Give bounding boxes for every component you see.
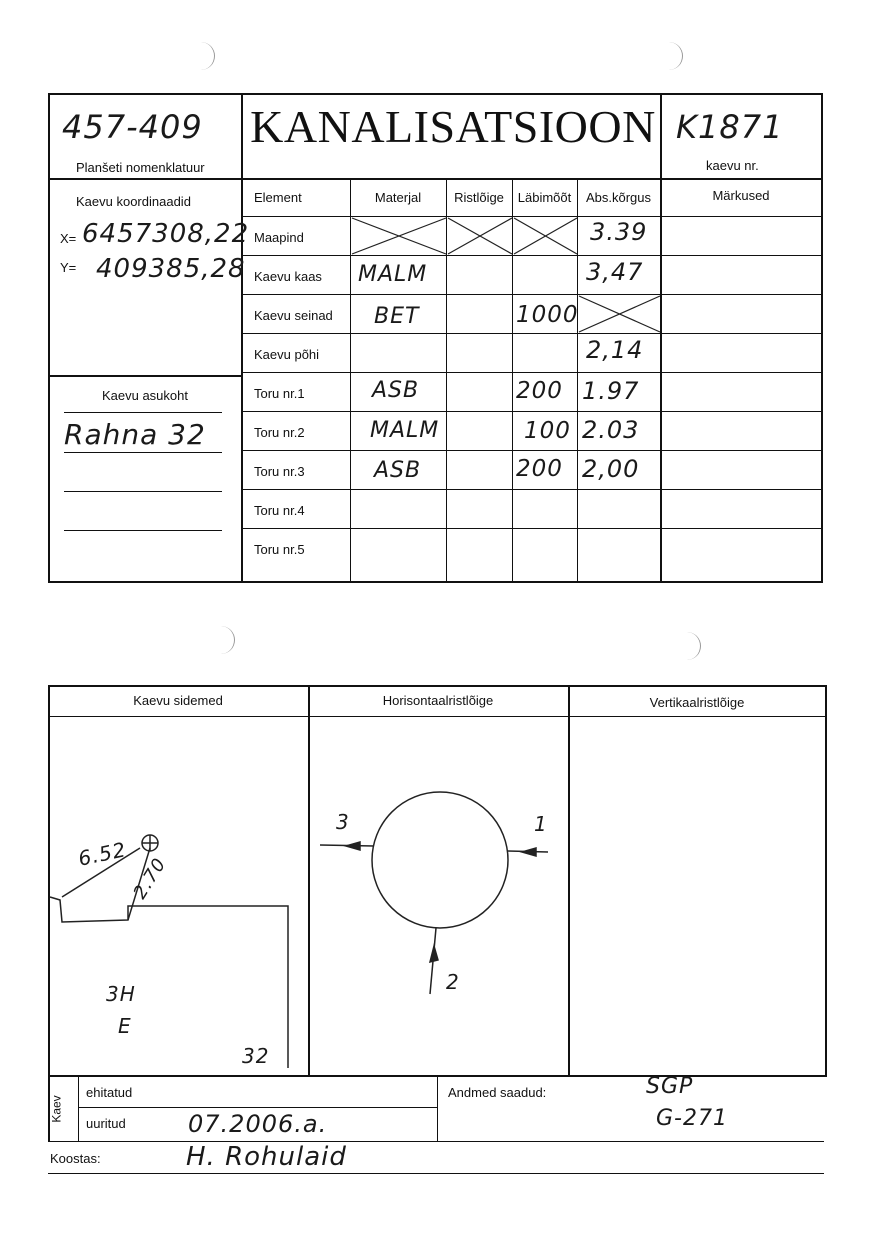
cell-labimoot-kaevu-seinad: 1000 xyxy=(516,302,579,328)
cell-labimoot-toru-2: 100 xyxy=(524,418,571,444)
cell-abs-toru-3: 2,00 xyxy=(582,455,640,483)
cell-abs-kaevu-kaas: 3,47 xyxy=(586,258,644,286)
koostas-value: H. Rohulaid xyxy=(186,1142,347,1172)
row-element-toru-5: Toru nr.5 xyxy=(254,542,305,557)
well-circle xyxy=(372,792,508,928)
cell-materjal-toru-3: ASB xyxy=(374,458,422,483)
row-element-kaevu-kaas: Kaevu kaas xyxy=(254,269,322,284)
location-value: Rahna 32 xyxy=(64,418,206,451)
row-element-toru-4: Toru nr.4 xyxy=(254,503,305,518)
col-header-materjal: Materjal xyxy=(374,190,422,205)
x-coord-label: X= xyxy=(60,231,77,246)
sketch-house-number: 32 xyxy=(242,1044,270,1068)
cell-labimoot-toru-1: 200 xyxy=(516,378,563,404)
pipe-3-label: 3 xyxy=(336,810,350,834)
nomenclature-value: 457-409 xyxy=(62,108,203,146)
uuritud-value: 07.2006.a. xyxy=(188,1110,328,1138)
sketch-distance-2: 2.70 xyxy=(129,854,171,903)
x-coord-value: 6457308,22 xyxy=(82,219,250,249)
andmed-value-1: SGP xyxy=(646,1074,694,1099)
andmed-value-2: G-271 xyxy=(656,1106,728,1131)
col-header-ristloige: Ristlõige xyxy=(454,190,504,205)
row-element-kaevu-pohi: Kaevu põhi xyxy=(254,347,320,362)
cell-abs-toru-1: 1.97 xyxy=(582,377,640,405)
row-element-kaevu-seinad: Kaevu seinad xyxy=(254,308,333,323)
kaev-label: Kaev xyxy=(49,1095,64,1123)
coords-label: Kaevu koordinaadid xyxy=(76,194,191,209)
well-number-value: K1871 xyxy=(676,108,784,146)
nomenclature-label: Planšeti nomenklatuur xyxy=(76,160,205,175)
location-label: Kaevu asukoht xyxy=(101,388,188,403)
row-element-maapind: Maapind xyxy=(254,230,304,245)
sidemed-header: Kaevu sidemed xyxy=(133,693,223,708)
cell-materjal-toru-2: MALM xyxy=(370,418,440,443)
page-title: KANALISATSIOON xyxy=(250,101,656,152)
koostas-label: Koostas: xyxy=(50,1151,101,1166)
cell-abs-maapind: 3.39 xyxy=(590,218,648,246)
row-element-toru-1: Toru nr.1 xyxy=(254,386,305,401)
cell-abs-toru-2: 2.03 xyxy=(582,416,640,444)
well-number-label: kaevu nr. xyxy=(706,158,759,173)
vertikaal-header: Vertikaalristlõige xyxy=(649,695,745,710)
sketch-distance-1: 6.52 xyxy=(76,837,129,871)
uuritud-label: uuritud xyxy=(86,1116,126,1131)
y-coord-value: 409385,28 xyxy=(96,254,246,284)
cell-materjal-toru-1: ASB xyxy=(372,378,420,403)
y-coord-label: Y= xyxy=(60,260,77,275)
ehitatud-label: ehitatud xyxy=(86,1085,133,1100)
row-element-toru-2: Toru nr.2 xyxy=(254,425,305,440)
row-element-toru-3: Toru nr.3 xyxy=(254,464,305,479)
col-header-abs-korgus: Abs.kõrgus xyxy=(585,190,652,205)
horisontaal-header: Horisontaalristlõige xyxy=(382,693,494,708)
cell-labimoot-toru-3: 200 xyxy=(516,456,563,482)
col-header-markused: Märkused xyxy=(712,188,770,203)
pipe-1-label: 1 xyxy=(534,812,548,836)
sketch-house-mark: E xyxy=(118,1014,132,1038)
pipe-2-label: 2 xyxy=(446,970,460,994)
cell-abs-kaevu-pohi: 2,14 xyxy=(586,336,644,364)
col-header-element: Element xyxy=(254,190,302,205)
col-header-labimoot: Läbimõõt xyxy=(517,190,572,205)
cell-materjal-kaevu-kaas: MALM xyxy=(358,262,428,287)
andmed-label: Andmed saadud: xyxy=(448,1085,547,1100)
cell-materjal-kaevu-seinad: BET xyxy=(374,304,420,329)
sketch-house-label: 3H xyxy=(106,982,136,1006)
